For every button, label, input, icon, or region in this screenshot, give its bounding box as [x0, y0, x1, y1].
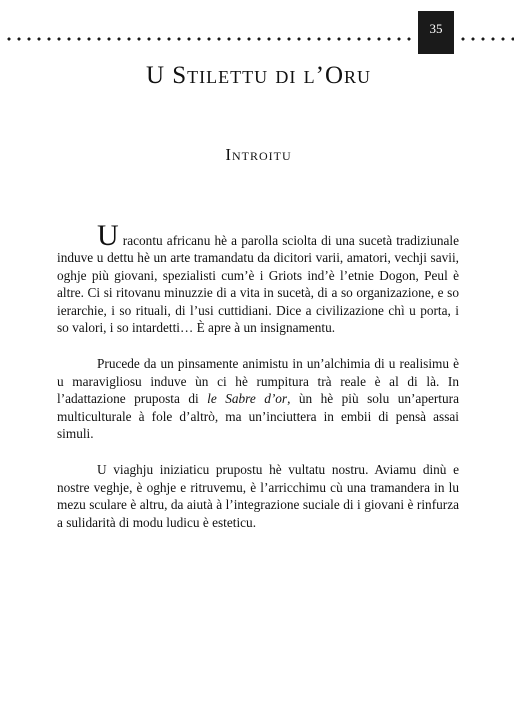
- paragraph-1-text: racontu africanu hè a parolla sciolta di una sucetà tradiziunale induve u dettu hè un arte tramandatu da dicitori varii, amatori, vechji savii, oghje più giovani, spezialisti cum’è i Griots ind’è l’etnie Dogon, Peul è altre. Ci si ritovanu minuzzie di a vita in sucetà, di a so organizazione, e so ierarchie, i so rituali, di l’usi cuttidiani. Dice a civilizazione chì u porta, i so valori, i so intardetti… È apre à un insignamentu.: [57, 233, 459, 336]
- dotted-rule-left: [4, 36, 414, 42]
- paragraph-3: U viaghju iniziaticu prupostu hè vultatu nostru. Aviamu dinù e nostre veghje, è oghje e ritruvemu, è l’arricchimu cù una tramandera in lu mezu sculare è altru, da aiutà à l’integrazione suciale di i giovani è rinfurza a sulidarità di modu ludicu è esteticu.: [57, 462, 459, 530]
- dotted-rule-right: [458, 36, 514, 42]
- paragraph-1: [57, 219, 459, 336]
- page-number-box: [418, 11, 454, 54]
- paragraph-2-text-before: Prucede da un pinsamente animistu in un’alchimia di u realisimu è u maravigliosu induve ùn ci hè rumpitura trà reale è al di là. In l’adattazione pruposta di: [57, 356, 459, 407]
- chapter-title: U Stilettu di l’Oru: [145, 62, 372, 89]
- page-number: 35: [429, 21, 443, 36]
- paragraph-2-text-after: , ùn hè più solu un’apertura multiculturale à fole d’altrò, ma un’inciuttera in embii di pensà assai simuli.: [57, 391, 459, 442]
- paragraph-2: [57, 355, 459, 442]
- body-text: [57, 219, 459, 550]
- drop-initial: U: [97, 219, 119, 252]
- section-title: Introitu: [225, 145, 292, 164]
- paragraph-2-title-italic: le Sabre d’or: [207, 391, 288, 407]
